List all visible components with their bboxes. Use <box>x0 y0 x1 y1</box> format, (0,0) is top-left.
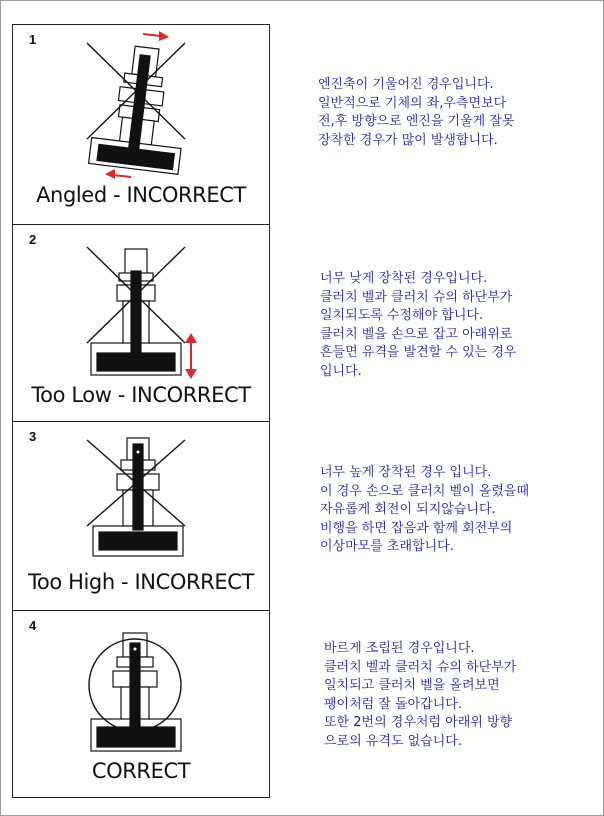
description-line: 이상마모를 초래합니다. <box>320 539 454 554</box>
panel-caption: Angled - INCORRECT <box>36 183 246 207</box>
description-line: 클러치 벨과 클러치 슈의 하단부가 <box>320 289 513 305</box>
description-line: 일치되고 클러치 벨을 올려보면 <box>324 678 500 693</box>
description-line: 흔들면 유격을 발견할 수 있는 경우 <box>320 345 517 360</box>
panel-correct <box>12 610 270 798</box>
description-line: 전,후 방향으로 엔진을 기울게 잘못 <box>318 114 515 129</box>
double-arrow-vertical-icon <box>185 333 197 379</box>
panel-number: 1 <box>29 32 37 47</box>
panel-caption: Too High - INCORRECT <box>28 570 254 594</box>
description-line: 입니다. <box>320 363 362 379</box>
description-correct <box>324 640 516 751</box>
panel-too-high <box>12 421 270 611</box>
description-angled <box>318 76 514 150</box>
description-line: 바르게 조립된 경우입니다. <box>324 641 475 656</box>
description-line: 클러치 벨을 손으로 잡고 아래위로 <box>320 326 513 342</box>
panel-number: 4 <box>29 618 37 633</box>
description-too-low <box>320 270 516 381</box>
description-line: 엔진축이 기울어진 경우입니다. <box>318 77 494 92</box>
description-too-high <box>320 464 529 557</box>
description-line: 너무 낮게 장착된 경우입니다. <box>320 271 488 286</box>
description-line: 으로의 유격도 없습니다. <box>324 733 462 749</box>
description-line: 일반적으로 기체의 좌,우측면보다 <box>318 95 507 111</box>
panel-angled <box>12 24 270 225</box>
description-line: 팽이처럼 잘 돌아갑니다. <box>324 696 462 712</box>
arrow-left-icon <box>105 169 131 179</box>
description-line: 이 경우 손으로 클러치 벨이 올렸을때 <box>320 483 530 499</box>
description-line: 일치되도록 수정해야 합니다. <box>320 308 484 323</box>
arrow-right-icon <box>143 31 169 41</box>
panel-number: 2 <box>29 232 37 247</box>
panel-caption: Too Low - INCORRECT <box>31 383 251 407</box>
description-line: 비행을 하면 잡음과 함께 회전부의 <box>320 520 513 536</box>
panel-number: 3 <box>29 429 37 444</box>
description-line: 또한 2번의 경우처럼 아래위 방향 <box>324 715 513 730</box>
description-line: 클러치 벨과 클러치 슈의 하단부가 <box>324 659 517 675</box>
description-line: 자유롭게 회전이 되지않습니다. <box>320 502 496 517</box>
description-line: 너무 높게 장착된 경우 입니다. <box>320 465 492 480</box>
description-line: 장착한 경우가 많이 발생합니다. <box>318 132 498 148</box>
panel-too-low <box>12 224 270 422</box>
panel-caption: CORRECT <box>91 759 191 783</box>
